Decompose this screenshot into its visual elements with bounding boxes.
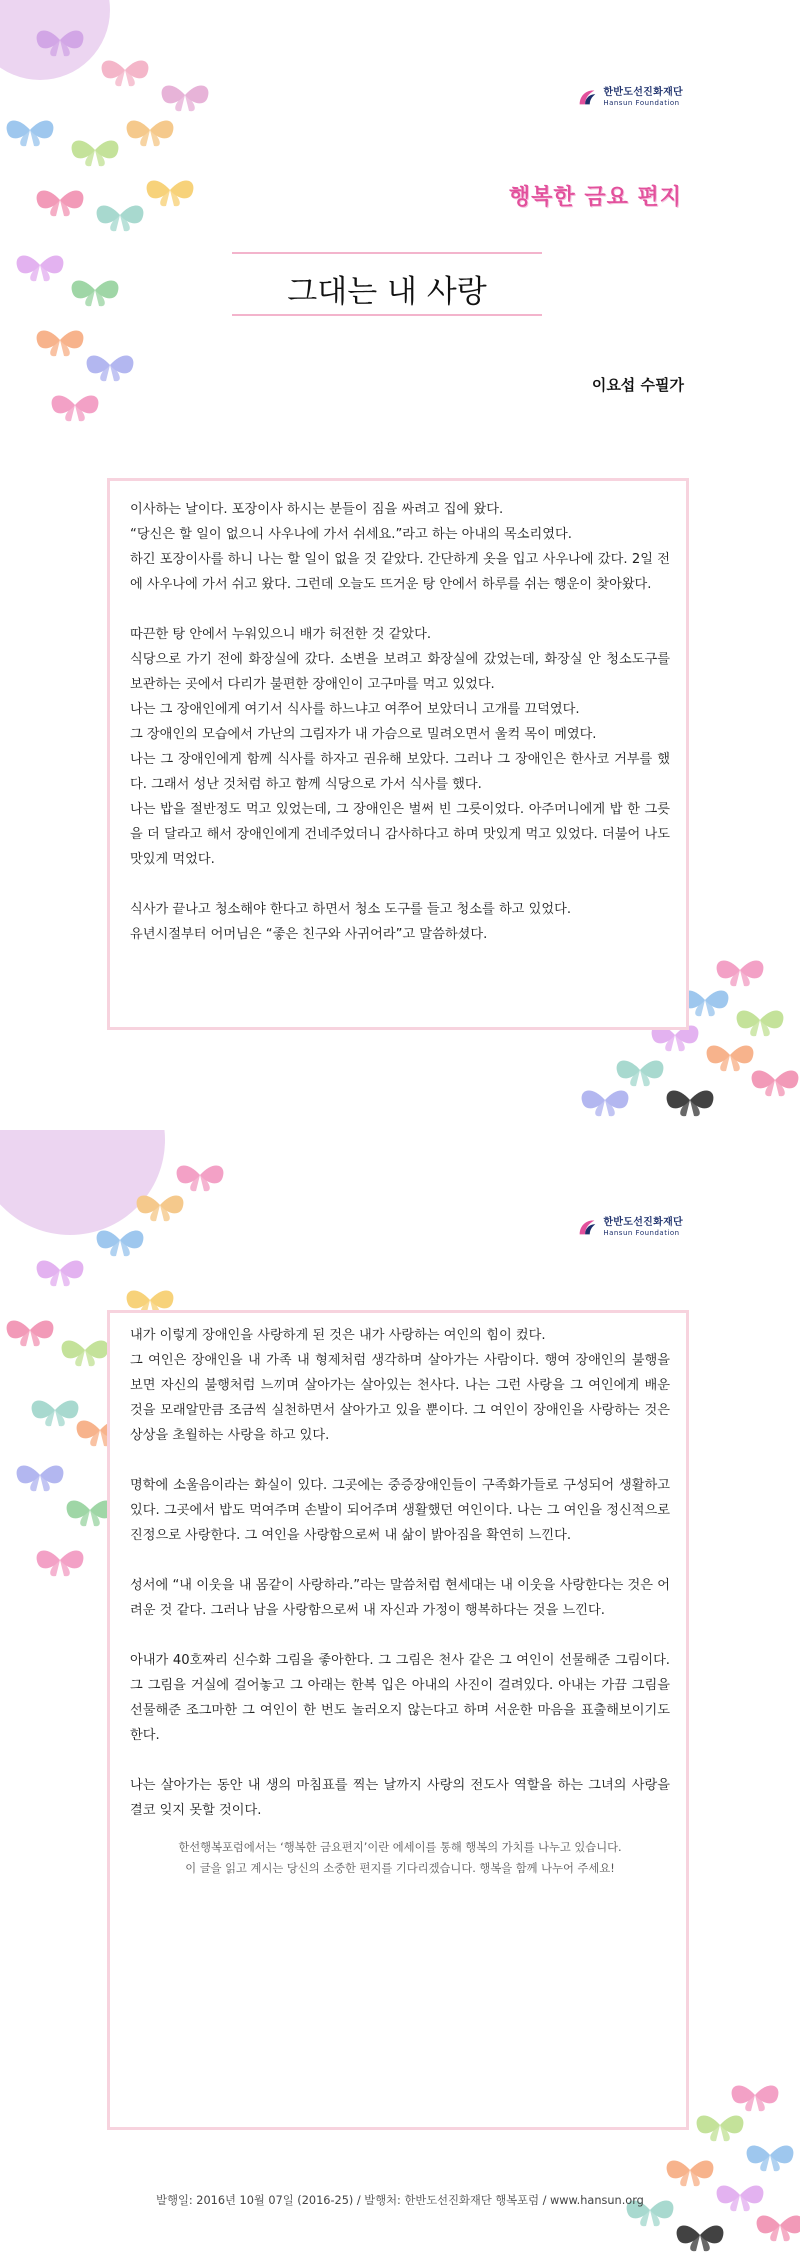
body-paragraph: 명학에 소울음이라는 화실이 있다. 그곳에는 중증장애인들이 구족화가들로 구성되어 생활하고 있다. 그곳에서 밥도 먹여주며 손발이 되어주며 생활했던 여인이다. 나는 그 여인을 정신적으로 진정으로 사랑한다. 그 여인을 사랑함으로써 내 삶이 밝아짐을 확연히 느낀다. [130, 1478, 670, 1543]
letter-page-2 [0, 1130, 800, 2263]
logo-english-text: Hansun Foundation [603, 1228, 680, 1237]
publication-footer: 발행일: 2016년 10월 07일 (2016-25) / 발행처: 한반도선진화재단 행복포럼 / www.hansun.org [156, 2194, 644, 2207]
letter-body-box-2 [107, 1310, 689, 2130]
body-paragraph: 나는 살아가는 동안 내 생의 마침표를 찍는 날까지 사랑의 전도사 역할을 하는 그녀의 사랑을 결코 잊지 못할 것이다. [130, 1778, 670, 1818]
letter-body-box-1 [107, 478, 689, 1030]
paragraph-gap [130, 1623, 670, 1648]
logo-english-text: Hansun Foundation [603, 98, 680, 107]
body-paragraph: 성서에 “내 이웃을 내 몸같이 사랑하라.”라는 말씀처럼 현세대는 내 이웃을 사랑한다는 것은 어려운 것 같다. 그러나 남을 사랑함으로써 내 자신과 가정이 행복하다는 것을 느낀다. [130, 1578, 670, 1618]
paragraph-gap [130, 1548, 670, 1573]
body-paragraph: 식당으로 가기 전에 화장실에 갔다. 소변을 보려고 화장실에 갔었는데, 화장실 안 청소도구를 보관하는 곳에서 다리가 불편한 장애인이 고구마를 먹고 있었다. [130, 652, 670, 692]
title-bottom-line [232, 314, 542, 316]
butterfly-decoration-left [0, 0, 240, 440]
hansun-logo-2 [576, 1216, 683, 1238]
title-block [232, 252, 542, 316]
body-paragraph: 아내가 40호짜리 신수화 그림을 좋아한다. 그 그림은 천사 같은 그 여인이 선물해준 그림이다. 그 그림을 거실에 걸어놓고 그 아래는 한복 입은 아내의 사진이 걸려있다. 아내는 가끔 그림을 선물해준 조그마한 그 여인이 한 번도 놀러오지 않는다고 하며 서운한 마음을 표출해보이기도 한다. [130, 1653, 670, 1743]
body-paragraph: 유년시절부터 어머님은 “좋은 친구와 사귀어라”고 말씀하셨다. [130, 927, 488, 942]
paragraph-gap [130, 597, 670, 622]
body-paragraph: 나는 밥을 절반정도 먹고 있었는데, 그 장애인은 벌써 빈 그릇이었다. 아주머니에게 밥 한 그릇을 더 달라고 해서 장애인에게 건네주었더니 감사하다고 하며 맛있게 먹고 있었다. 더불어 나도 맛있게 먹었다. [130, 802, 670, 867]
letter-title: 그대는 내 사랑 [287, 274, 487, 310]
hansun-logo-icon [576, 1216, 598, 1238]
logo-korean-text: 한반도선진화재단 [603, 1216, 683, 1228]
body-paragraph: 하긴 포장이사를 하니 나는 할 일이 없을 것 같았다. 간단하게 옷을 입고 사우나에 갔다. 2일 전에 사우나에 가서 쉬고 왔다. 그런데 오늘도 뜨거운 탕 안에서 하루를 쉬는 행운이 찾아왔다. [130, 552, 670, 592]
letter-page-1 [0, 0, 800, 1130]
letter-body-2 [130, 1323, 670, 1823]
logo-korean-text: 한반도선진화재단 [603, 86, 683, 98]
paragraph-gap [130, 872, 670, 897]
hansun-logo [576, 86, 683, 108]
forum-notice [130, 1837, 670, 1879]
body-paragraph: 그 여인은 장애인을 내 가족 내 형제처럼 생각하며 살아가는 사람이다. 행여 장애인의 불행을 보면 자신의 불행처럼 느끼며 살아가는 살아있는 천사다. 나는 그런 사랑을 그 여인에게 배운 것을 모래알만큼 조금씩 실천하면서 살아가고 있을 뿐이다. 그 여인이 장애인을 사랑하는 것은 상상을 초월하는 사랑을 하고 있다. [130, 1353, 670, 1443]
body-paragraph: 나는 그 장애인에게 함께 식사를 하자고 권유해 보았다. 그러나 그 장애인은 한사코 거부를 했다. 그래서 성난 것처럼 하고 함께 식당으로 가서 식사를 했다. [130, 752, 670, 792]
series-title: 행복한 금요 편지 [508, 185, 682, 210]
author: 이요섭 수필가 [591, 376, 684, 394]
body-paragraph: 나는 그 장애인에게 여기서 식사를 하느냐고 여쭈어 보았더니 고개를 끄덕였다. [130, 702, 580, 717]
letter-body-1 [130, 497, 670, 947]
notice-line-1: 한선행복포럼에서는 ‘행복한 금요편지’이란 에세이를 통해 행복의 가치를 나누고 있습니다. [178, 1841, 622, 1854]
paragraph-gap [130, 1448, 670, 1473]
notice-line-2: 이 글을 읽고 계시는 당신의 소중한 편지를 기다리겠습니다. 행복을 함께 나누어 주세요! [185, 1862, 615, 1875]
paragraph-gap [130, 1748, 670, 1773]
body-paragraph: 그 장애인의 모습에서 가난의 그림자가 내 가슴으로 밀려오면서 울컥 목이 메였다. [130, 727, 597, 742]
body-paragraph: “당신은 할 일이 없으니 사우나에 가서 쉬세요.”라고 하는 아내의 목소리였다. [130, 527, 572, 542]
body-paragraph: 따끈한 탕 안에서 누워있으니 배가 허전한 것 같았다. [130, 627, 432, 642]
body-paragraph: 식사가 끝나고 청소해야 한다고 하면서 청소 도구를 들고 청소를 하고 있었다. [130, 902, 572, 917]
title-top-line [232, 252, 542, 254]
body-paragraph: 이사하는 날이다. 포장이사 하시는 분들이 짐을 싸려고 집에 왔다. [130, 502, 504, 517]
hansun-logo-icon [576, 86, 598, 108]
body-paragraph: 내가 이렇게 장애인을 사랑하게 된 것은 내가 사랑하는 여인의 힘이 컸다. [130, 1328, 546, 1343]
